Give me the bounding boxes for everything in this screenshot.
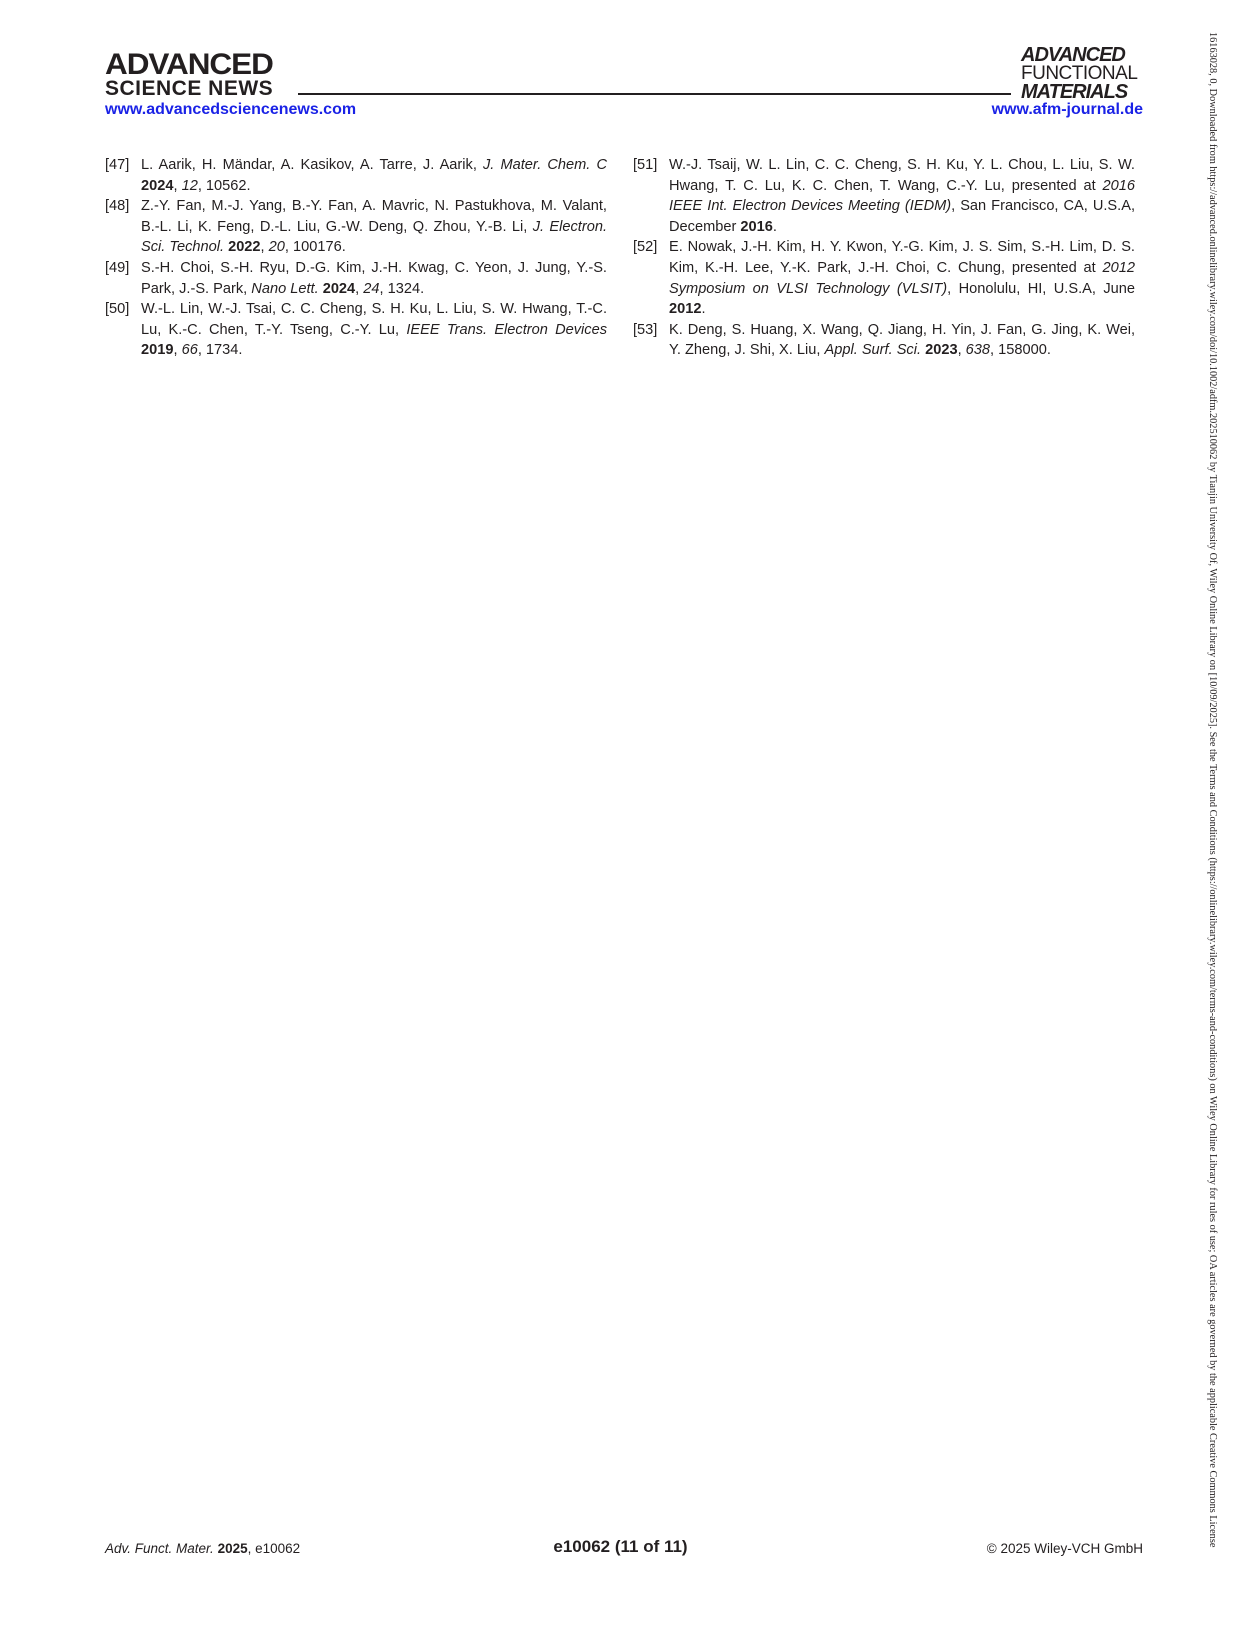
reference-italic-text: Appl. Surf. Sci.	[824, 342, 922, 359]
reference-item	[105, 196, 607, 258]
page-number: e10062 (11 of 11)	[553, 1537, 688, 1556]
reference-text	[141, 196, 607, 258]
publisher-url-link[interactable]: www.advancedsciencenews.com	[105, 101, 357, 118]
reference-text-part: ,	[173, 342, 182, 359]
logo-line-science-news: SCIENCE NEWS	[105, 77, 274, 100]
reference-italic-text: IEEE Trans. Electron Devices	[406, 321, 607, 338]
reference-number: [52]	[633, 239, 658, 256]
reference-text-part: , Honolulu, HI, U.S.A, June	[947, 280, 1135, 297]
reference-italic-text: 66	[181, 342, 198, 359]
reference-italic-text: 24	[363, 280, 380, 297]
footer-copyright: © 2025 Wiley-VCH GmbH	[986, 1541, 1143, 1556]
reference-text-part: Z.-Y. Fan, M.-J. Yang, B.-Y. Fan, A. Mavric, N. Pastukhova, M. Valant, B.-L. Li, K. Feng, D.-L. Liu, G.-W. Deng, Q. Zhou, Y.-B. Li,	[141, 198, 607, 235]
reference-text-part: , 10562.	[197, 177, 251, 194]
reference-italic-text: 638	[965, 342, 991, 359]
reference-text-part: E. Nowak, J.-H. Kim, H. Y. Kwon, Y.-G. Kim, J. S. Sim, S.-H. Lim, D. S. Kim, K.-H. Lee, Y.-K. Park, J.-H. Choi, C. Chung, presented at	[669, 239, 1135, 276]
advanced-functional-materials-logo	[1021, 46, 1143, 102]
reference-italic-text: 20	[268, 239, 285, 256]
references-left-column	[105, 155, 607, 361]
logo-line-advanced: ADVANCED	[105, 48, 273, 81]
reference-text-part: ,	[957, 342, 966, 359]
afm-logo-line-advanced: ADVANCED	[1021, 44, 1125, 66]
reference-bold-year: 2012	[669, 301, 702, 318]
reference-bold-year: 2024	[141, 177, 174, 194]
footer-year: 2025	[217, 1541, 248, 1556]
reference-item	[633, 237, 1135, 319]
reference-text	[669, 237, 1135, 319]
side-note-text: 16163028, 0, Downloaded from https://advanced.onlinelibrary.wiley.com/doi/10.1002/adfm.202510062 by Tianjin University Of, Wiley Online Library on [10/09/2025]. See the Terms and Conditions (https://onlinelibrary.wiley.com/terms-and-conditions) on Wiley Online Library for rules of use; OA articles are governed by the applicable Creative Commons License	[1207, 32, 1218, 1548]
reference-text	[669, 155, 1135, 237]
reference-text-part: , 100176.	[284, 239, 346, 256]
reference-number: [53]	[633, 321, 658, 338]
journal-url-link[interactable]: www.afm-journal.de	[991, 101, 1143, 118]
reference-text	[141, 258, 607, 299]
afm-logo-line-materials: MATERIALS	[1021, 81, 1128, 104]
reference-text-part: W.-L. Lin, W.-J. Tsai, C. C. Cheng, S. H. Ku, L. Liu, S. W. Hwang, T.-C. Lu, K.-C. Chen, T.-Y. Tseng, C.-Y. Lu,	[141, 301, 607, 338]
footer-journal-abbrev: Adv. Funct. Mater.	[105, 1541, 214, 1556]
reference-number: [51]	[633, 157, 658, 173]
reference-number: [47]	[105, 157, 130, 173]
reference-text-part: L. Aarik, H. Mändar, A. Kasikov, A. Tarre, J. Aarik,	[141, 157, 483, 173]
advanced-science-news-logo	[105, 50, 273, 99]
reference-italic-text: Nano Lett.	[251, 280, 319, 297]
reference-text-part: K. Deng, S. Huang, X. Wang, Q. Jiang, H. Yin, J. Fan, G. Jing, K. Wei, Y. Zheng, J. Shi, X. Liu,	[669, 321, 1135, 359]
reference-text-part: .	[701, 301, 706, 318]
reference-text-part: , 1734.	[197, 342, 243, 359]
reference-text	[141, 299, 607, 361]
reference-item	[105, 155, 607, 196]
reference-number: [50]	[105, 301, 130, 318]
reference-bold-year: 2019	[141, 342, 174, 359]
download-side-note	[1202, 32, 1222, 1592]
reference-text-part: , 158000.	[990, 342, 1051, 359]
reference-text-part: , San Francisco, CA, U.S.A, December	[669, 198, 1135, 235]
reference-bold-year: 2016	[740, 218, 773, 235]
reference-item	[105, 258, 607, 299]
reference-text-part: .	[772, 218, 777, 235]
reference-number: [48]	[105, 198, 130, 215]
reference-italic-text: J. Electron. Sci. Technol.	[141, 218, 608, 256]
reference-text	[141, 155, 607, 196]
reference-item	[105, 299, 607, 361]
reference-bold-year: 2022	[228, 239, 261, 256]
reference-bold-year: 2023	[925, 342, 958, 359]
reference-text-part: S.-H. Choi, S.-H. Ryu, D.-G. Kim, J.-H. Kwag, C. Yeon, J. Jung, Y.-S. Park, J.-S. Park,	[141, 259, 607, 297]
reference-text-part: ,	[173, 177, 182, 194]
reference-italic-text: 12	[181, 177, 198, 194]
reference-number: [49]	[105, 259, 130, 276]
reference-italic-text: 2012 Symposium on VLSI Technology (VLSIT)	[669, 259, 1135, 297]
reference-italic-text: 2016 IEEE Int. Electron Devices Meeting (IEDM)	[669, 177, 1135, 215]
footer-article-id: , e10062	[247, 1541, 301, 1556]
references-right-column	[633, 155, 1135, 361]
afm-logo-line-functional: FUNCTIONAL	[1021, 63, 1138, 84]
reference-text-part: ,	[355, 280, 364, 297]
reference-italic-text: J. Mater. Chem. C	[482, 157, 607, 173]
reference-text	[669, 320, 1135, 361]
reference-item	[633, 155, 1135, 237]
reference-item	[633, 320, 1135, 361]
header-rule	[298, 93, 1011, 95]
reference-bold-year: 2024	[322, 280, 356, 297]
reference-text-part: W.-J. Tsaij, W. L. Lin, C. C. Cheng, S. H. Ku, Y. L. Chou, L. Liu, S. W. Hwang, T. C. Lu, K. C. Chen, T. Wang, C.-Y. Lu, presented at	[669, 157, 1135, 194]
reference-text-part: , 1324.	[379, 280, 425, 297]
reference-text-part: ,	[260, 239, 269, 256]
